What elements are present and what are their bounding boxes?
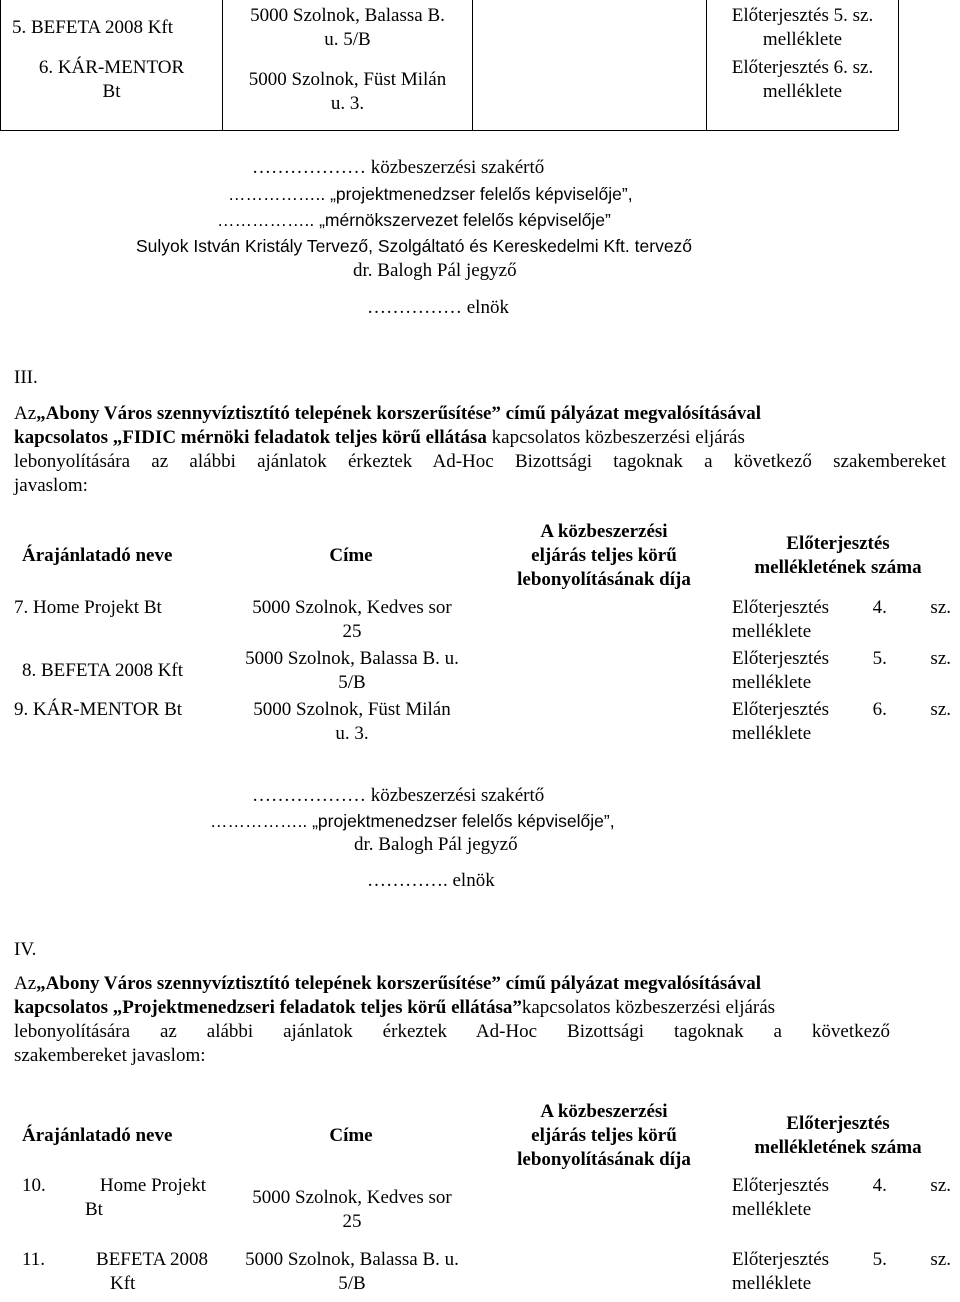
signature-designer: Sulyok István Kristály Tervező, Szolgáltató és Kereskedelmi Kft. tervező bbox=[136, 236, 693, 256]
signature-chair: …………. elnök bbox=[367, 870, 495, 891]
section-heading: III. bbox=[14, 367, 38, 388]
bidder-address: 5000 Szolnok, Kedves sor 25 bbox=[252, 1187, 452, 1232]
column-header-bidder: Árajánlatadó neve bbox=[22, 545, 173, 566]
bidder-address: 5000 Szolnok, Balassa B. u. 5/B bbox=[250, 5, 445, 50]
attachment-ref: Előterjesztés 4. sz. melléklete bbox=[732, 597, 951, 642]
top-bidders-table bbox=[0, 0, 899, 131]
signature-chair: …………… elnök bbox=[367, 297, 509, 318]
bidder-address: 5000 Szolnok, Füst Milán u. 3. bbox=[248, 69, 447, 114]
signature-engineering: …………….. „mérnökszervezet felelős képviselője” bbox=[217, 210, 611, 230]
attachment-ref: Előterjesztés 5. sz. melléklete bbox=[732, 1249, 951, 1294]
section-heading: IV. bbox=[14, 939, 37, 960]
column-header-fee: A közbeszerzési eljárás teljes körű lebonyolításának díja bbox=[517, 521, 691, 590]
column-header-bidder: Árajánlatadó neve bbox=[22, 1125, 173, 1146]
attachment-ref: Előterjesztés 6. sz. melléklete bbox=[732, 699, 951, 744]
attachment-ref: Előterjesztés 5. sz. melléklete bbox=[731, 5, 874, 50]
signature-project-manager: …………….. „projektmenedzser felelős képviselője”, bbox=[210, 811, 615, 831]
bidder-name: 10. Home Projekt Bt bbox=[22, 1175, 206, 1220]
signature-expert: ……………… közbeszerzési szakértő bbox=[252, 157, 545, 178]
signature-expert: ……………… közbeszerzési szakértő bbox=[252, 785, 545, 806]
signature-project-manager: …………….. „projektmenedzser felelős képviselője”, bbox=[228, 184, 633, 204]
column-header-address: Címe bbox=[329, 545, 373, 566]
bidders-table-4 bbox=[0, 1096, 960, 1302]
section-paragraph: Az „Abony Város szennyvíztisztító telepének korszerűsítése” című pályázat megvalósításával kapcsolatos „Projektmenedzseri feladatok teljes körű ellátása”kapcsolatos közbeszerzési eljárás lebonyolítására az alábbi ajánlatok érkeztek Ad-Hoc Bizottsági tagoknak a következő szakembereket javaslom: bbox=[14, 973, 890, 1066]
bidder-name: 7. Home Projekt Bt bbox=[14, 597, 162, 618]
attachment-ref: Előterjesztés 5. sz. melléklete bbox=[732, 648, 951, 693]
column-header-attachment: Előterjesztés mellékletének száma bbox=[754, 533, 922, 578]
bidders-table-3 bbox=[0, 518, 960, 748]
bidder-address: 5000 Szolnok, Kedves sor 25 bbox=[252, 597, 452, 642]
bidder-name: 8. BEFETA 2008 Kft bbox=[22, 660, 184, 681]
column-header-fee: A közbeszerzési eljárás teljes körű lebonyolításának díja bbox=[517, 1101, 691, 1170]
attachment-ref: Előterjesztés 6. sz. melléklete bbox=[731, 57, 874, 102]
bidder-name: 5. BEFETA 2008 Kft bbox=[12, 17, 174, 38]
bidder-name: 9. KÁR-MENTOR Bt bbox=[14, 699, 183, 720]
signature-notary: dr. Balogh Pál jegyző bbox=[354, 834, 518, 855]
bidder-address: 5000 Szolnok, Füst Milán u. 3. bbox=[253, 699, 451, 744]
section-paragraph: Az „Abony Város szennyvíztisztító telepének korszerűsítése” című pályázat megvalósításával kapcsolatos „FIDIC mérnöki feladatok teljes körű ellátása kapcsolatos közbeszerzési eljárás lebonyolítására az alábbi ajánlatok érkeztek Ad-Hoc Bizottsági tagoknak a következő szakembereket javaslom: bbox=[14, 403, 946, 496]
bidder-name: 11. BEFETA 2008 Kft bbox=[22, 1249, 208, 1294]
column-header-address: Címe bbox=[329, 1125, 373, 1146]
signature-notary: dr. Balogh Pál jegyző bbox=[353, 260, 517, 281]
bidder-address: 5000 Szolnok, Balassa B. u. 5/B bbox=[245, 1249, 459, 1294]
column-header-attachment: Előterjesztés mellékletének száma bbox=[754, 1113, 922, 1158]
bidder-name: 6. KÁR-MENTOR Bt bbox=[38, 57, 185, 102]
bidder-address: 5000 Szolnok, Balassa B. u. 5/B bbox=[245, 648, 459, 693]
attachment-ref: Előterjesztés 4. sz. melléklete bbox=[732, 1175, 951, 1220]
